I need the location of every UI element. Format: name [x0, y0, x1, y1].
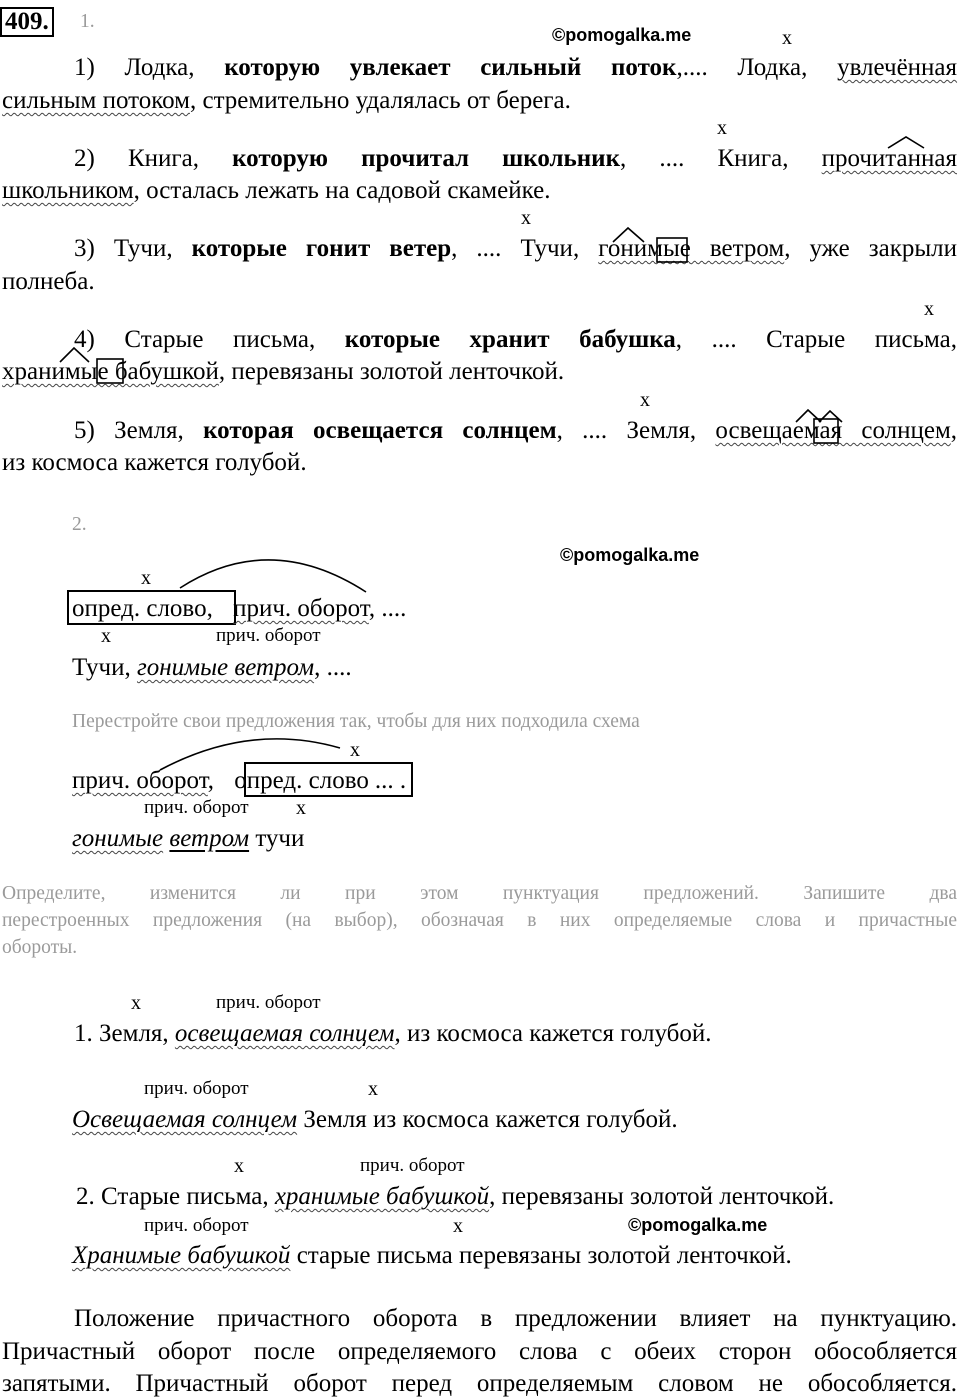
x-mark: x [782, 27, 792, 49]
x-mark: x [296, 797, 306, 819]
sentence-4-line-1: 4) Старые письма, которые хранит бабушка, .... Старые письма, [74, 326, 957, 353]
suffix-mark [60, 348, 89, 362]
example-2: гонимые ветром тучи [72, 825, 305, 852]
x-mark: x [101, 625, 111, 647]
participle-label: прич. оборот [216, 992, 321, 1013]
sentence-2-line-1: 2) Книга, которую прочитал школьник, .... Книга, прочитанная [74, 145, 957, 172]
x-mark: x [368, 1078, 378, 1100]
conclusion-line-3: запятыми. Причастный оборот перед определяемым словом не обособляется. [2, 1370, 957, 1397]
x-mark: x [717, 117, 727, 139]
relative-clause: которую увлекает сильный поток [224, 54, 677, 81]
instruction-1: Перестройте свои предложения так, чтобы для них подходила схема [72, 711, 640, 732]
x-mark: x [234, 1155, 244, 1177]
scheme-2: прич. оборот, опред. слово ... . [72, 767, 407, 794]
sentence-1-line-2: сильным потоком, стремительно удалялась от берега. [2, 87, 571, 114]
participle-label: прич. оборот [144, 1078, 249, 1099]
sentence-5-line-1: 5) Земля, которая освещается солнцем, .... Земля, освещаемая солнцем, [74, 417, 958, 444]
ending-box [814, 419, 838, 443]
x-mark: x [453, 1215, 463, 1237]
participle: увлечённая [837, 54, 958, 81]
suffix-mark [613, 228, 644, 242]
sentence-4-line-2: хранимые бабушкой, перевязаны золотой ленточкой. [2, 358, 565, 385]
sentence-1-line-1: 1) Лодка, которую увлекает сильный поток,.... Лодка, увлечённая [74, 54, 958, 81]
example-1: Тучи, гонимые ветром, .... [72, 654, 352, 681]
part2-label: 2. [72, 514, 87, 535]
x-mark: x [131, 992, 141, 1014]
suffix-mark [796, 410, 821, 422]
sentence-3-line-2: полнеба. [2, 268, 95, 295]
answer-1-line-1: 1. Земля, освещаемая солнцем, из космоса кажется голубой. [74, 1020, 712, 1047]
x-mark: x [640, 389, 650, 411]
answer-2-line-2: Хранимые бабушкой старые письма перевязаны золотой ленточкой. [72, 1242, 792, 1269]
answer-1-line-2: Освещаемая солнцем Земля из космоса кажется голубой. [72, 1106, 678, 1133]
exercise-number: 409. [0, 7, 54, 37]
conclusion-line-2: Причастный оборот после определяемого слова с обеих сторон обособляется [2, 1338, 957, 1365]
suffix-mark [888, 137, 924, 148]
watermark: ©pomogalka.me [560, 545, 700, 565]
answer-2-line-1: 2. Старые письма, хранимые бабушкой, перевязаны золотой ленточкой. [76, 1183, 835, 1210]
instruction-2-line-2: перестроенных предложения (на выбор), обозначая в них определяемые слова и причастные [2, 910, 957, 931]
ending-box [97, 359, 123, 383]
instruction-2-line-1: Определите, изменится ли при этом пунктуация предложений. Запишите два [2, 883, 957, 904]
x-mark: x [350, 739, 360, 761]
sentence-3-line-1: 3) Тучи, которые гонит ветер, .... Тучи, гонимые ветром, уже закрыли [74, 235, 958, 262]
ending-box [657, 238, 687, 262]
participle-label: прич. оборот [360, 1155, 465, 1176]
watermark: ©pomogalka.me [552, 25, 692, 45]
sentence-5-line-2: из космоса кажется голубой. [2, 449, 307, 476]
part1-label: 1. [80, 11, 95, 32]
x-mark: x [924, 298, 934, 320]
x-mark: x [521, 207, 531, 229]
participle-label: прич. оборот [216, 625, 321, 646]
x-mark: x [141, 567, 151, 589]
participle-label: прич. оборот [144, 797, 249, 818]
watermark: ©pomogalka.me [628, 1215, 768, 1235]
scheme-1: опред. слово, прич. оборот, .... [72, 595, 407, 622]
sentence-2-line-2: школьником, осталась лежать на садовой скамейке. [2, 177, 551, 204]
instruction-2-line-3: обороты. [2, 937, 78, 958]
conclusion-line-1: Положение причастного оборота в предложении влияет на пунктуацию. [74, 1305, 957, 1332]
participle-label: прич. оборот [144, 1215, 249, 1236]
scheme-arc [180, 560, 366, 592]
